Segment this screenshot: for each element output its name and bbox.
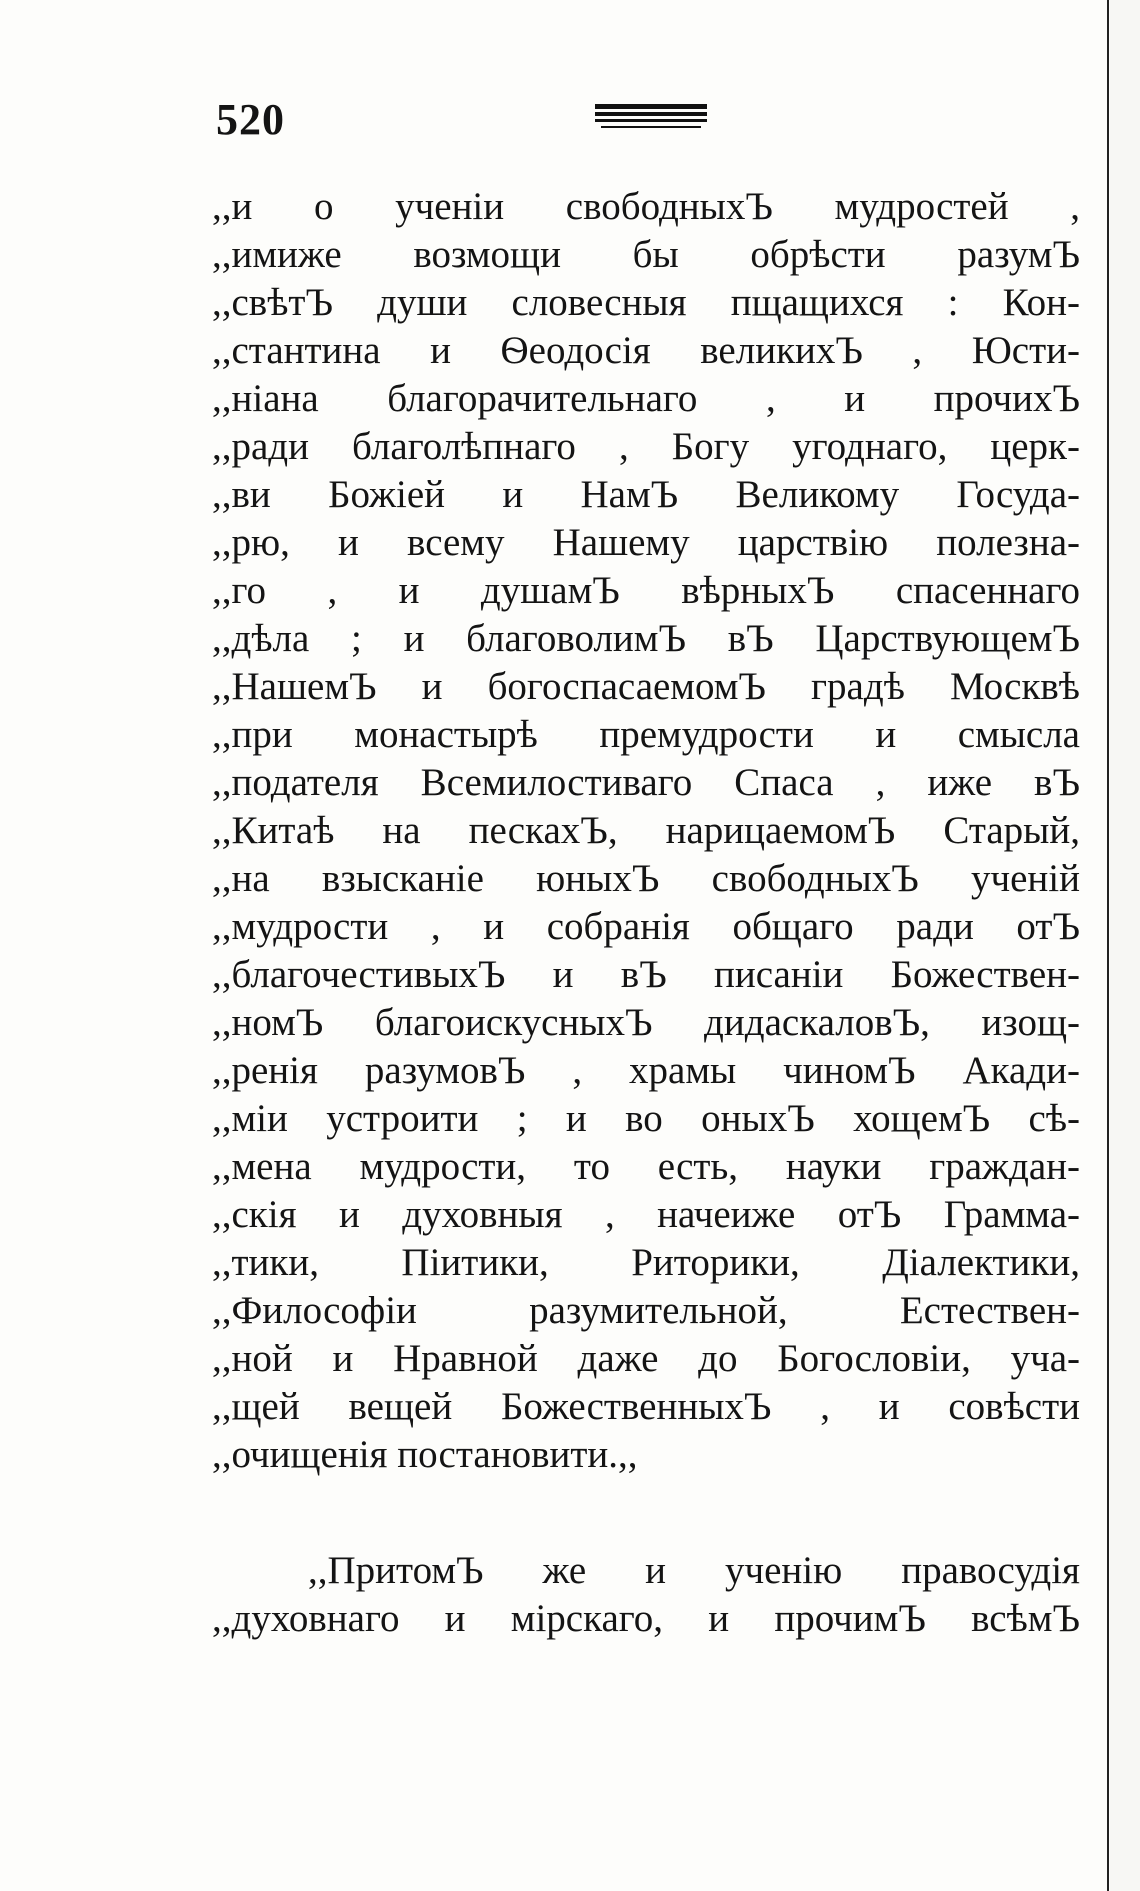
page-number: 520	[216, 95, 285, 144]
text-line: ,,духовнаго и мірскаго, и прочимЪ всѣмЪ	[212, 1597, 1080, 1640]
text-line: ,,НашемЪ и богоспасаемомЪ градѣ Москвѣ	[212, 665, 1080, 708]
text-line: ,,Философіи разумительной, Естествен-	[212, 1289, 1080, 1332]
text-line: ,,дѣла ; и благоволимЪ вЪ ЦарствующемЪ	[212, 617, 1080, 660]
text-line: ,,имиже возмощи бы обрѣсти разумЪ	[212, 233, 1080, 276]
text-line: ,,щей вещей БожественныхЪ , и совѣсти	[212, 1385, 1080, 1428]
text-line: ,,благочестивыхЪ и вЪ писаніи Божествен-	[212, 953, 1080, 996]
text-line: ,,при монастырѣ премудрости и смысла	[212, 713, 1080, 756]
text-line: ,,подателя Всемилостиваго Спаса , иже вЪ	[212, 761, 1080, 804]
text-line: ,,мудрости , и собранія общаго ради отЪ	[212, 905, 1080, 948]
text-line: ,,ради благолѣпнаго , Богу угоднаго, церк-	[212, 425, 1080, 468]
text-line: ,,тики, Піитики, Риторики, Діалектики,	[212, 1241, 1080, 1284]
text-line: ,,мена мудрости, то есть, науки граждан-	[212, 1145, 1080, 1188]
text-line: ,,рю, и всему Нашему царствію полезна-	[212, 521, 1080, 564]
text-line: ,,на взысканіе юныхЪ свободныхЪ ученій	[212, 857, 1080, 900]
text-line: ,,ви Божіей и НамЪ Великому Госуда-	[212, 473, 1080, 516]
text-line: ,,свѣтЪ души словесныя пщащихся : Кон-	[212, 281, 1080, 324]
text-line: ,,ніана благорачительнаго , и прочихЪ	[212, 377, 1080, 420]
text-line: ,,Китаѣ на пескахЪ, нарицаемомЪ Старый,	[212, 809, 1080, 852]
text-line: ,,и о ученіи свободныхЪ мудростей ,	[212, 185, 1080, 228]
text-line: ,,ной и Нравной даже до Богословіи, уча-	[212, 1337, 1080, 1380]
text-line: ,,очищенія постановити.,,	[212, 1433, 638, 1476]
text-line: ,,міи устроити ; и во оныхЪ хощемЪ сѣ-	[212, 1097, 1080, 1140]
header-ornament-icon	[595, 102, 707, 132]
text-line: ,,ренія разумовЪ , храмы чиномЪ Акади-	[212, 1049, 1080, 1092]
text-line: ,,го , и душамЪ вѣрныхЪ спасеннаго	[212, 569, 1080, 612]
page-gutter	[1110, 0, 1140, 1891]
text-line: ,,стантина и Ѳеодосія великихЪ , Юсти-	[212, 329, 1080, 372]
paragraph-1	[212, 183, 1080, 1479]
text-line: ,,скія и духовныя , начеиже отЪ Грамма-	[212, 1193, 1080, 1236]
page-edge-line	[1107, 0, 1109, 1891]
text-line: ,,номЪ благоискусныхЪ дидаскаловЪ, изощ-	[212, 1001, 1080, 1044]
text-line: ,,ПритомЪ же и ученію правосудія	[308, 1549, 1080, 1592]
paragraph-2	[212, 1547, 1080, 1643]
